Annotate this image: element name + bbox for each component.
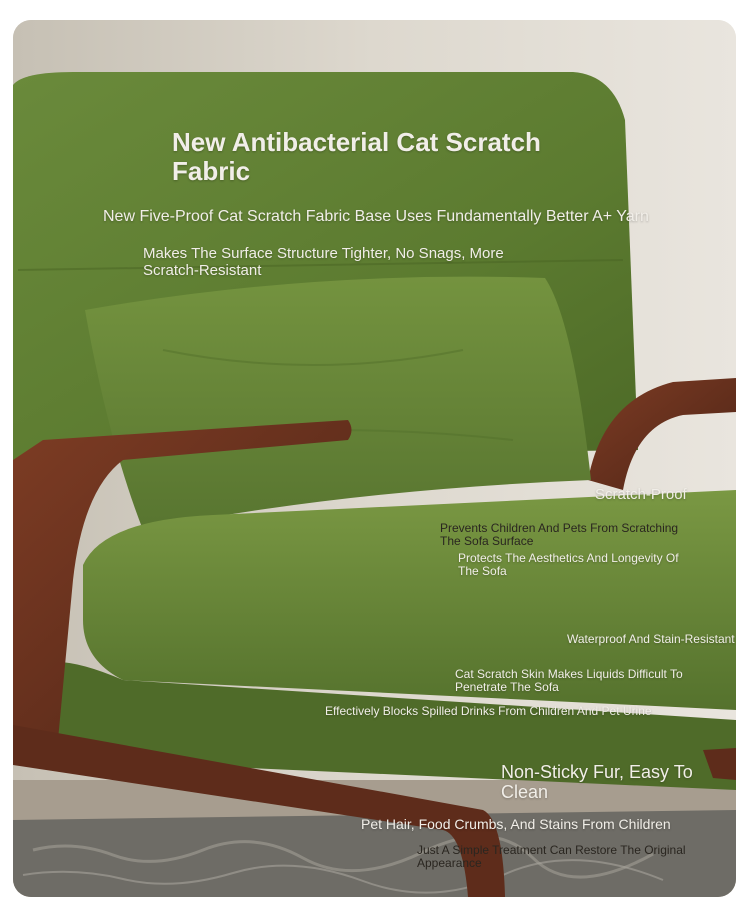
waterproof-line-1: Cat Scratch Skin Makes Liquids Difficult To Penetrate The Sofa: [455, 667, 683, 695]
feature-subtitle: New Five-Proof Cat Scratch Fabric Base Uses Fundamentally Better A+ Yarn: [103, 208, 649, 225]
waterproof-heading: Waterproof And Stain-Resistant: [567, 632, 735, 646]
waterproof-line-2: Effectively Blocks Spilled Drinks From Children And Pet Urine: [325, 704, 652, 718]
scratch-proof-heading: Scratch-Proof: [595, 486, 687, 503]
feature-description: Makes The Surface Structure Tighter, No Snags, More Scratch-Resistant: [143, 245, 504, 279]
scratch-proof-line-2: Protects The Aesthetics And Longevity Of The Sofa: [458, 551, 679, 579]
non-sticky-line-2: Just A Simple Treatment Can Restore The Original Appearance: [417, 843, 686, 871]
feature-title: New Antibacterial Cat Scratch Fabric: [172, 127, 541, 187]
product-image-card: [13, 20, 736, 897]
non-sticky-line-1: Pet Hair, Food Crumbs, And Stains From Children: [361, 816, 671, 832]
non-sticky-heading: Non-Sticky Fur, Easy To Clean: [501, 762, 693, 803]
scratch-proof-line-1: Prevents Children And Pets From Scratching The Sofa Surface: [440, 521, 679, 549]
